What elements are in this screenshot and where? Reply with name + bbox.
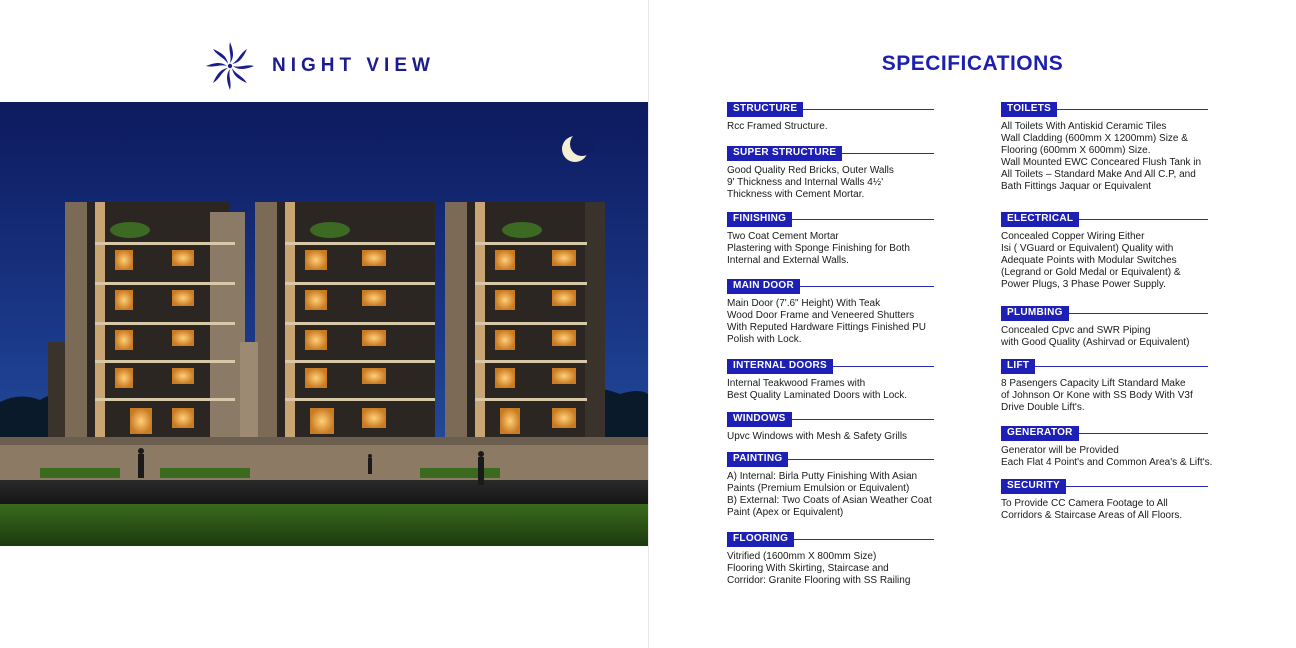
spec-label: FLOORING: [727, 532, 794, 547]
spec-internal-doors: [727, 359, 967, 402]
spec-security: [1001, 479, 1241, 522]
spec-label: PAINTING: [727, 452, 788, 467]
spec-rule: [1057, 109, 1208, 110]
spec-label: TOILETS: [1001, 102, 1057, 117]
spec-text: Vitrified (1600mm X 800mm Size) Flooring With Skirting, Staircase and Corridor: Granite Flooring with SS Railing: [727, 551, 911, 586]
spec-text: Concealed Cpvc and SWR Piping with Good Quality (Ashirvad or Equivalent): [1001, 325, 1190, 348]
star-flower-logo: [204, 40, 256, 92]
brand-header: [204, 40, 435, 92]
spec-rule: [792, 219, 934, 220]
building-block-left: [48, 202, 245, 437]
spec-label: WINDOWS: [727, 412, 792, 427]
spec-toilets: [1001, 102, 1241, 193]
spec-rule: [1069, 313, 1208, 314]
spec-label: ELECTRICAL: [1001, 212, 1079, 227]
spec-label: INTERNAL DOORS: [727, 359, 833, 374]
night-view-render: [0, 102, 648, 546]
spec-flooring: [727, 532, 967, 587]
spec-plumbing: [1001, 306, 1241, 349]
spec-text: Generator will be Provided Each Flat 4 Point's and Common Area's & Lift's.: [1001, 445, 1213, 468]
spec-text: All Toilets With Antiskid Ceramic Tiles Wall Cladding (600mm X 1200mm) Size & Flooring (600mm X 600mm) Size. Wall Mounted EWC Conceared Flush Tank in All Toilets – Standard Make And All C.P, and Bath Fittings Jaquar or Equivalent: [1001, 121, 1202, 192]
spec-label: STRUCTURE: [727, 102, 803, 117]
spec-text: Main Door (7'.6" Height) With Teak Wood Door Frame and Veneered Shutters With Reputed Hardware Fittings Finished PU Polish with Lock.: [727, 298, 926, 345]
spec-windows: [727, 412, 967, 443]
spec-text: 8 Pasengers Capacity Lift Standard Make of Johnson Or Kone with SS Body With V3f Drive Double Lift's.: [1001, 378, 1193, 413]
spec-rule: [842, 153, 934, 154]
spec-label: FINISHING: [727, 212, 792, 227]
spec-main-door: [727, 279, 967, 346]
spec-label: SECURITY: [1001, 479, 1066, 494]
spec-label: PLUMBING: [1001, 306, 1069, 321]
spec-text: Rcc Framed Structure.: [727, 121, 828, 132]
spec-label: LIFT: [1001, 359, 1035, 374]
spec-rule: [1079, 433, 1208, 434]
spec-label: SUPER STRUCTURE: [727, 146, 842, 161]
spec-rule: [792, 419, 934, 420]
spec-text: To Provide CC Camera Footage to All Corridors & Staircase Areas of All Floors.: [1001, 498, 1183, 521]
spec-label: GENERATOR: [1001, 426, 1079, 441]
spec-rule: [833, 366, 934, 367]
spec-text: Good Quality Red Bricks, Outer Walls 9' Thickness and Internal Walls 4½' Thickness with Cement Mortar.: [727, 165, 894, 200]
spec-generator: [1001, 426, 1241, 469]
spec-text: Concealed Copper Wiring Either Isi ( VGuard or Equivalent) Quality with Adequate Points with Modular Switches (Legrand or Gold Medal or Equivalent) & Power Plugs, 3 Phase Power Supply.: [1001, 231, 1181, 290]
spec-rule: [1035, 366, 1208, 367]
spec-rule: [800, 286, 934, 287]
spec-electrical: [1001, 212, 1241, 291]
spec-rule: [788, 459, 934, 460]
night-building-illustration: [0, 102, 648, 546]
spec-super-structure: [727, 146, 967, 201]
right-page: [649, 0, 1296, 648]
spec-painting: [727, 452, 967, 519]
spec-rule: [1066, 486, 1208, 487]
brand-title: NIGHT VIEW: [272, 55, 435, 76]
spec-finishing: [727, 212, 967, 267]
spec-lift: [1001, 359, 1241, 414]
spec-label: MAIN DOOR: [727, 279, 800, 294]
specifications-title: SPECIFICATIONS: [881, 52, 1064, 75]
spec-structure: [727, 102, 967, 133]
spec-text: A) Internal: Birla Putty Finishing With Asian Paints (Premium Emulsion or Equivalent) B) External: Two Coats of Asian Weather Coat Paint (Apex or Equivalent): [727, 471, 932, 518]
spec-rule: [794, 539, 934, 540]
spec-rule: [1079, 219, 1208, 220]
spec-text: Two Coat Cement Mortar Plastering with Sponge Finishing for Both Internal and External Walls.: [727, 231, 910, 266]
spec-text: Upvc Windows with Mesh & Safety Grills: [727, 431, 908, 442]
spec-rule: [803, 109, 934, 110]
spec-text: Internal Teakwood Frames with Best Quality Laminated Doors with Lock.: [727, 378, 908, 401]
